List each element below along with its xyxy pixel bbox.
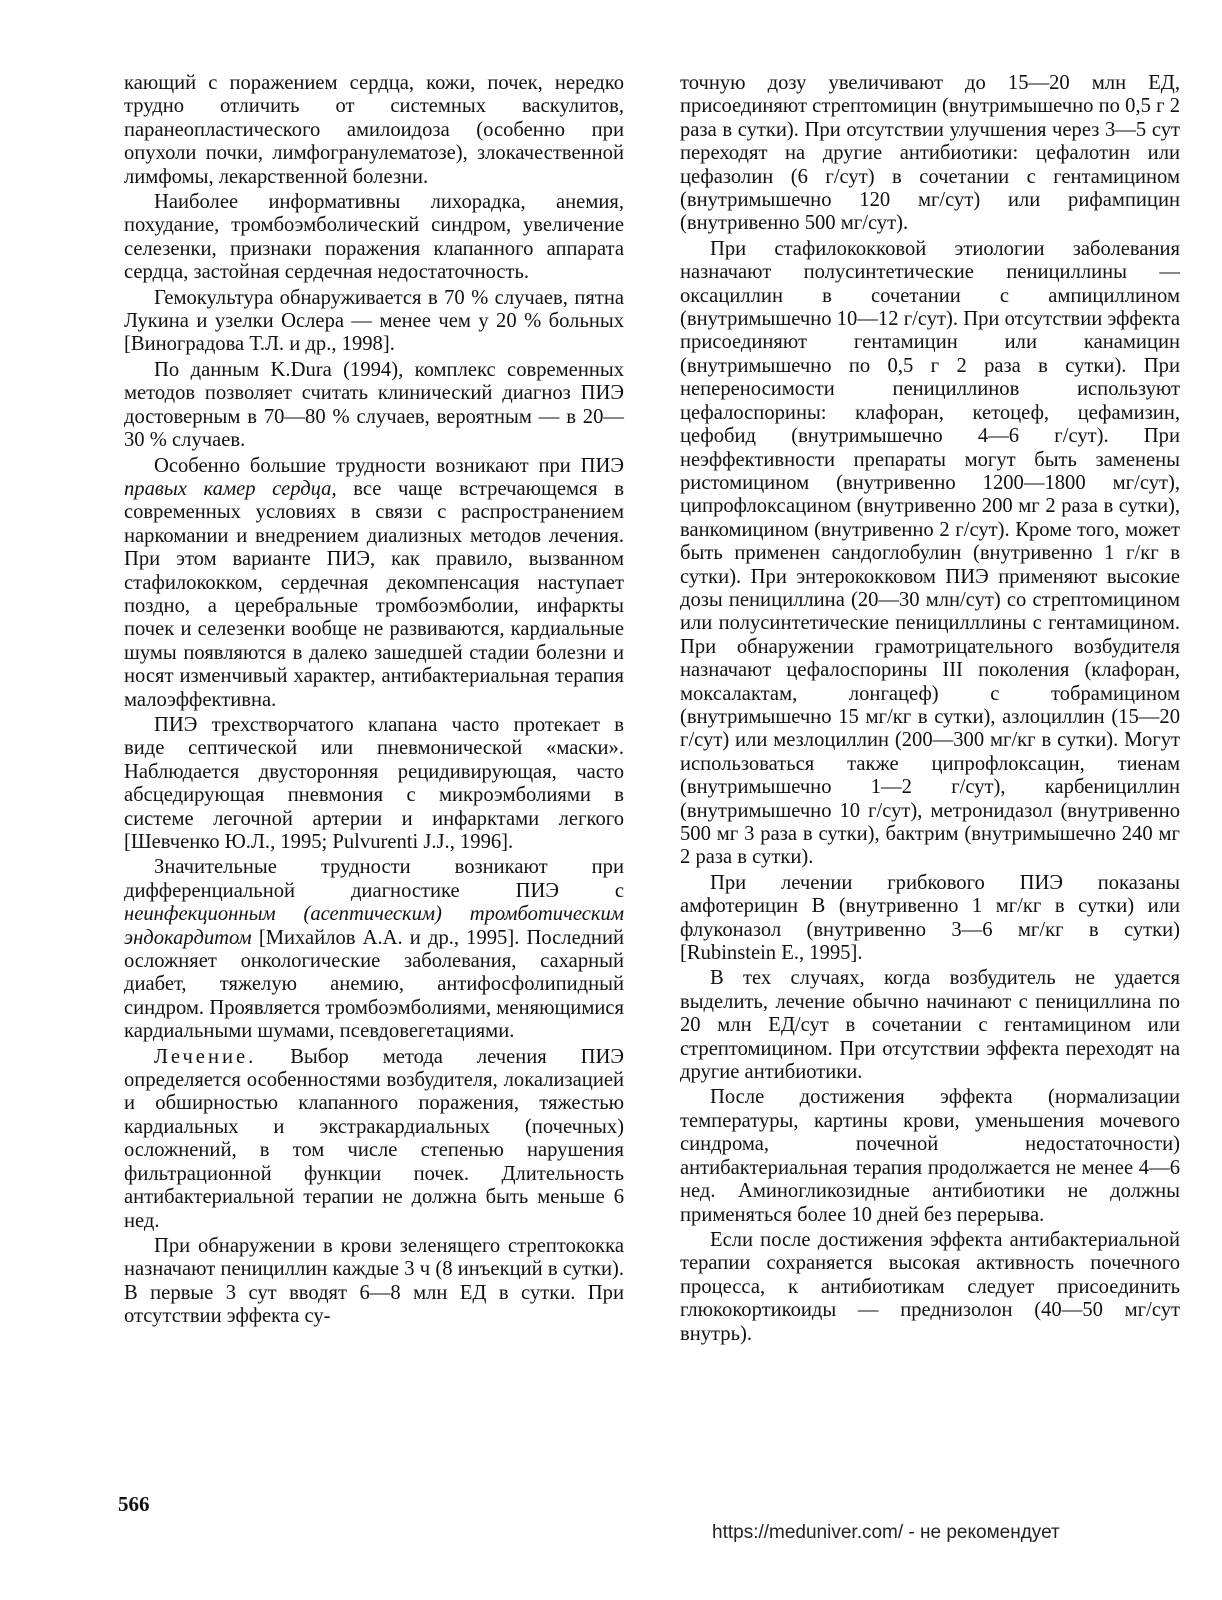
paragraph: При лечении грибкового ПИЭ показаны амфотерицин В (внутривенно 1 мг/кг в сутки) или флуконазол (внутривенно 3—6 мг/кг в сутки) [Rubinstein E., 1995]. (680, 871, 1180, 965)
paragraph: кающий с поражением сердца, кожи, почек, нередко трудно отличить от системных васкулитов, паранеопластического амилоидоза (особенно при опухоли почки, лимфогранулематозе), злокачественной лимфомы, лекарственной болезни. (124, 72, 624, 188)
text-run: [Михайлов А.А. и др., 1995]. Последний осложняет онкологические заболевания, сахарный диабет, тяжелую анемию, антифосфолипидный синдром. Проявляется тромбоэмболиями, меняющимися кардиальными шумами, псевдовегетациями. (124, 926, 624, 1043)
paragraph: При стафилококковой этиологии заболевания назначают полусинтетические пенициллины — оксациллин в сочетании с ампициллином (внутримышечно 10—12 г/сут). При отсутствии эффекта присоединяют гентамицин или канамицин (внутримышечно по 0,5 г 2 раза в сутки). При непереносимости пенициллинов используют цефалоспорины: клафоран, кетоцеф, цефамизин, цефобид (внутримышечно 4—6 г/сут). При неэффективности препараты могут быть заменены ристомицином (внутривенно 1200—1800 мг/сут), ципрофлоксацином (внутривенно 200 мг 2 раза в сутки), ванкомицином (внутривенно 2 г/сут). Кроме того, может быть применен сандоглобулин (внутривенно 1 г/кг в сутки). При энтерококковом ПИЭ применяют высокие дозы пенициллина (20—30 млн/сут) со стрептомицином или полусинтетические пеницилллины с гентамицином. При обнаружении грамотрицательного возбудителя назначают цефалоспорины III поколения (клафоран, моксалактам, лонгацеф) с тобрамицином (внутримышечно 15 мг/кг в сутки), азлоциллин (15—20 г/сут) или мезлоциллин (200—300 мг/кг в сутки). Могут использоваться также ципрофлоксацин, тиенам (внутримышечно 1—2 г/сут), карбенициллин (внутримышечно 10 г/сут), метронидазол (внутривенно 500 мг 3 раза в сутки), бактрим (внутримышечно 240 мг 2 раза в сутки). (680, 237, 1180, 869)
paragraph: Гемокультура обнаруживается в 70 % случаев, пятна Лукина и узелки Ослера — менее чем у 20 % больных [Виноградова Т.Л. и др., 1998]. (124, 286, 624, 356)
watermark-text: https://meduniver.com/ - не рекомендует (712, 1522, 1060, 1543)
paragraph: точную дозу увеличивают до 15—20 млн ЕД, присоединяют стрептомицин (внутримышечно по 0,5 г 2 раза в сутки). При отсутствии улучшения через 3—5 сут переходят на другие антибиотики: цефалотин или цефазолин (6 г/сут) в сочетании с гентамицином (внутримышечно 120 мг/сут) или рифампицин (внутривенно 500 мг/сут). (680, 72, 1180, 235)
paragraph (124, 856, 624, 1043)
right-text-column (680, 72, 1180, 1346)
paragraph (124, 1046, 624, 1233)
italic-term: правых камер сердца, (124, 477, 337, 500)
paragraph: В тех случаях, когда возбудитель не удается выделить, лечение обычно начинают с пенициллина по 20 млн ЕД/сут в сочетании с гентамицином или стрептомицином. При отсутствии эффекта переходят на другие антибиотики. (680, 967, 1180, 1084)
paragraph: Наиболее информативны лихорадка, анемия, похудание, тромбоэмболический синдром, увеличение селезенки, признаки поражения клапанного аппарата сердца, застойная сердечная недостаточность. (124, 191, 624, 284)
text-run: Значительные трудности возникают при дифференциальной диагностике ПИЭ с (124, 856, 624, 902)
paragraph: ПИЭ трехстворчатого клапана часто протекает в виде септической или пневмонической «маски». Наблюдается двусторонняя рецидивирующая, часто абсцедирующая пневмония с микроэмболиями в системе легочной артерии и инфарктами легкого [Шевченко Ю.Л., 1995; Pulvurenti J.J., 1996]. (124, 713, 624, 853)
paragraph (124, 455, 624, 712)
text-run: Особенно большие трудности возникают при ПИЭ (154, 454, 624, 477)
page-number: 566 (118, 1492, 150, 1516)
paragraph: Если после достижения эффекта антибактериальной терапии сохраняется высокая активность почечного процесса, к антибиотикам следует присоединить глюкокортикоиды — преднизолон (40—50 мг/сут внутрь). (680, 1228, 1180, 1345)
left-text-column (124, 72, 624, 1329)
paragraph: По данным K.Dura (1994), комплекс современных методов позволяет считать клинический диагноз ПИЭ достоверным в 70—80 % случаев, вероятным — в 20—30 % случаев. (124, 358, 624, 452)
italic-term: неинфекционным (асептическим) тромботическим эндокардитом (124, 903, 624, 949)
paragraph: После достижения эффекта (нормализации температуры, картины крови, уменьшения мочевого синдрома, почечной недостаточности) антибактериальная терапия продолжается не менее 4—6 нед. Аминогликозидные антибиотики не должны применяться более 10 дней без перерыва. (680, 1086, 1180, 1226)
paragraph: При обнаружении в крови зеленящего стрептококка назначают пенициллин каждые 3 ч (8 инъекций в сутки). В первые 3 сут вводят 6—8 млн ЕД в сутки. При отсутствии эффекта су- (124, 1234, 624, 1328)
text-run: все чаще встречающемся в современных условиях в связи с распространением наркомании и внедрением диализных методов лечения. При этом варианте ПИЭ, как правило, вызванном стафилококком, сердечная декомпенсация наступает поздно, а церебральные тромбоэмболии, инфаркты почек и селезенки вообще не развиваются, кардиальные шумы появляются в далеко зашедшей стадии болезни и носят изменчивый характер, антибактериальная терапия малоэффективна. (124, 477, 624, 711)
section-heading-inline: Лечение. (154, 1045, 257, 1068)
text-run: Выбор метода лечения ПИЭ определяется особенностями возбудителя, локализацией и обширностью клапанного поражения, тяжестью кардиальных и экстракардиальных (почечных) осложнений, в том числе степенью нарушения фильтрационной функции почек. Длительность антибактериальной терапии не должна быть меньше 6 нед. (124, 1045, 624, 1232)
